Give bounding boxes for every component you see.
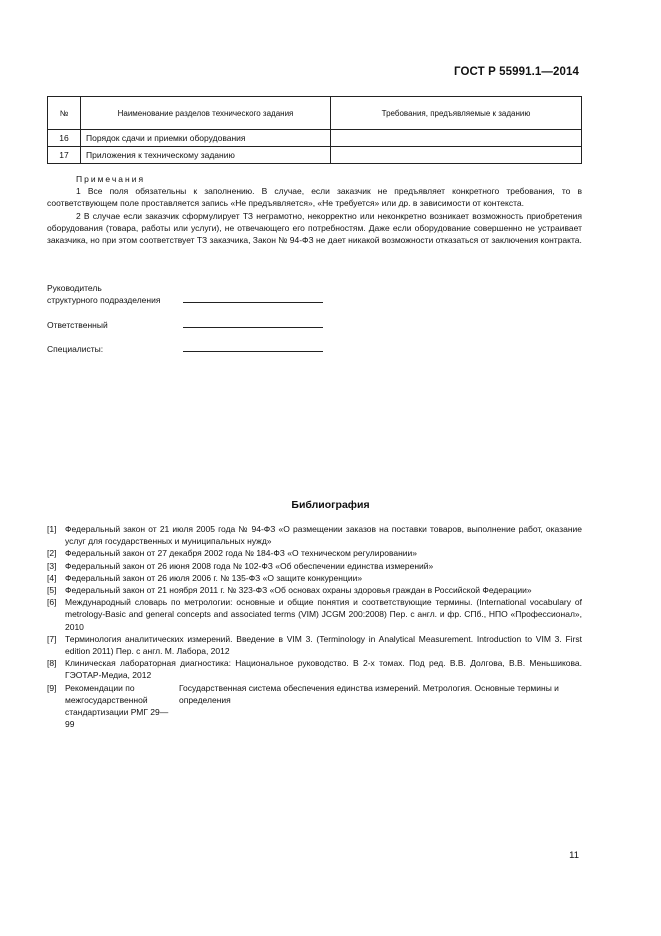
table-row [48,130,582,147]
bib-text: Федеральный закон от 21 июля 2005 года № 94-ФЗ «О размещении заказов на поставки товаров, выполнение работ, оказание услуг для государственных и муниципальных нужд» [65,524,582,547]
bibliography-item [47,657,582,681]
bibliography-title: Библиография [291,499,370,511]
row-number: 16 [48,130,81,147]
requirements-table [47,96,582,164]
signature-head-label-1: Руководитель [47,283,102,293]
bib-number: [8] [47,658,57,669]
signature-specialists [47,343,323,355]
row-section-name: Порядок сдачи и приемки оборудования [81,130,331,147]
bib-standard-ref: Рекомендации по межгосударственной стандартизации РМГ 29—99 [65,682,169,730]
bib-number: [4] [47,572,57,583]
note-item: 2 В случае если заказчик сформулирует ТЗ неграмотно, некорректно или неконкретно возникает возможность приобретения оборудования (товара, работы или услуги), не отвечающего его потребностям. Даже если оборудование совершенно не устраивает заказчика, но при этом соответствует ТЗ заказчика, Закон № 94-ФЗ не дает никакой возможности отказаться от заключения контракта. [47,210,582,246]
bib-number: [6] [47,597,57,608]
bibliography-item [47,547,582,559]
signature-specialists-label: Специалисты: [47,344,104,354]
bib-number: [3] [47,560,57,571]
bib-text: Государственная система обеспечения единства измерений. Метрология. Основные термины и определения [179,682,559,705]
signature-head-label-2: структурного подразделения [47,295,161,305]
bibliography-item [47,596,582,633]
document-code: ГОСТ Р 55991.1—2014 [454,66,579,78]
table-header-row [48,97,582,130]
bib-text: Терминология аналитических измерений. Введение в VIM 3. (Terminology in Analytical Measurement. Introduction to VIM 3. First edition 2011) Пер. с англ. М. Лабора, 2012 [65,633,582,657]
bib-number: [2] [47,548,57,559]
col-header-number: № [48,97,81,130]
bib-text: Федеральный закон от 27 декабря 2002 года № 184-ФЗ «О техническом регулировании» [65,548,418,559]
signature-responsible [47,319,323,331]
signature-line [183,302,323,303]
row-section-name: Приложения к техническому заданию [81,147,331,164]
bibliography-item [47,523,582,547]
col-header-section: Наименование разделов технического задания [81,97,331,130]
bib-number: [7] [47,633,57,644]
signature-responsible-label: Ответственный [47,320,108,330]
bib-number: [1] [47,524,57,534]
bibliography-item [47,560,582,572]
signature-line [183,327,323,328]
bib-text: Международный словарь по метрологии: основные и общие понятия и соответствующие термины. (International vocabulary of metrology-Basic and general concepts and associated terms (VIM) JCGM 200:2008) Пер. с англ. и фр. СПб., НПО «Профессионал», 2010 [65,597,582,632]
bib-number: [9] [47,682,57,693]
bibliography-item [47,633,582,657]
bib-text: Федеральный закон от 26 июня 2008 года № 102-ФЗ «Об обеспечении единства измерений» [65,560,434,571]
bib-text: Клиническая лабораторная диагностика: Национальное руководство. В 2-х томах. Под ред. В.В. Долгова, В.В. Меньшикова. ГЭОТАР-Медиа, 2012 [65,658,582,681]
table-row [48,147,582,164]
page-number: 11 [569,850,579,861]
signature-head [47,282,323,306]
bib-text: Федеральный закон от 21 ноября 2011 г. № 323-ФЗ «Об основах охраны здоровья граждан в Российской Федерации» [65,585,532,596]
bib-number: [5] [47,585,57,596]
bibliography-item [47,572,582,584]
note-item: 1 Все поля обязательны к заполнению. В случае, если заказчик не предъявляет конкретного требования, то в соответствующем поле проставляется запись «Не предъявляется», «Не требуется» или др. в зависимости от контекста. [47,186,582,209]
row-requirement [331,147,582,164]
col-header-requirements: Требования, предъявляемые к заданию [331,97,582,130]
notes-title: Примечания [76,174,146,184]
bibliography-list [47,523,582,730]
bibliography-item [47,584,582,596]
bib-text: Федеральный закон от 26 июля 2006 г. № 135-ФЗ «О защите конкуренции» [65,572,363,583]
notes-section [47,173,582,246]
bibliography-item [47,682,582,731]
row-requirement [331,130,582,147]
signature-line [183,351,323,352]
row-number: 17 [48,147,81,164]
